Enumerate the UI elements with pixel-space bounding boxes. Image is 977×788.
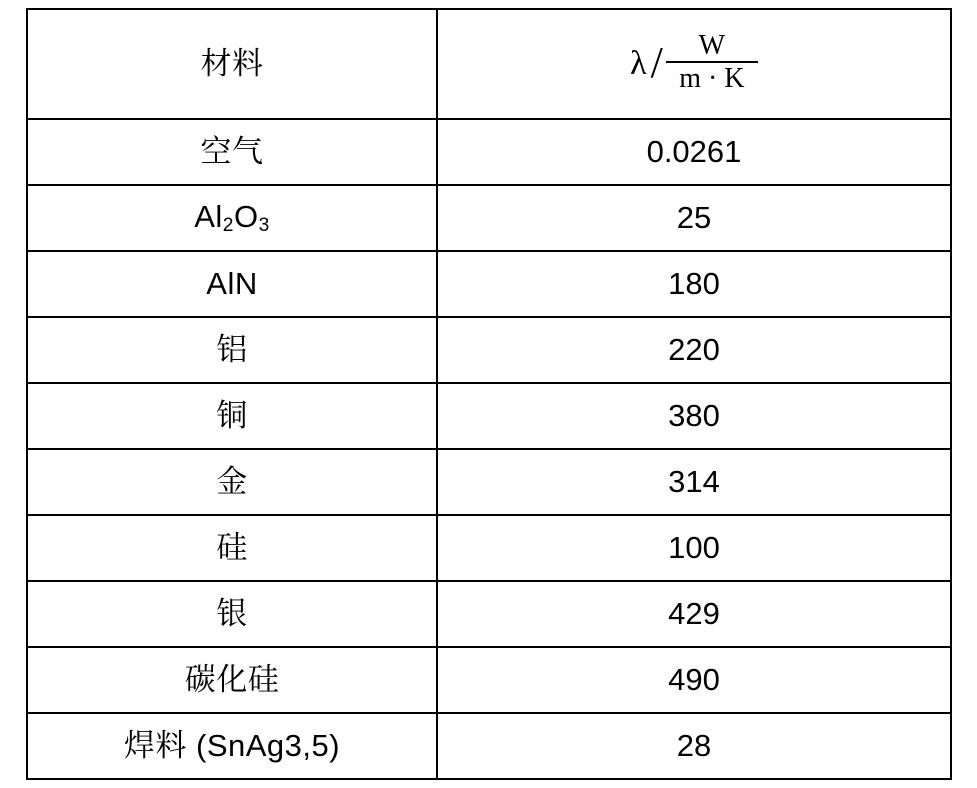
value-label: 180	[668, 266, 720, 302]
cell-value	[437, 581, 951, 647]
cell-material	[27, 581, 437, 647]
table-row	[27, 515, 951, 581]
value-label: 100	[668, 530, 720, 566]
cell-value	[437, 713, 951, 779]
material-label: AlN	[206, 266, 258, 302]
unit-denominator: m · K	[679, 63, 745, 94]
cell-value	[437, 383, 951, 449]
table-row	[27, 581, 951, 647]
lambda-symbol: λ	[630, 45, 647, 82]
cell-material	[27, 317, 437, 383]
value-label: 220	[668, 332, 720, 368]
table-row	[27, 251, 951, 317]
cell-value	[437, 317, 951, 383]
header-material-label: 材料	[200, 46, 264, 82]
divider-slash: /	[650, 38, 663, 87]
cell-value	[437, 449, 951, 515]
material-label: 碳化硅	[184, 662, 280, 698]
table-row	[27, 647, 951, 713]
value-label: 28	[676, 728, 712, 764]
table-row	[27, 317, 951, 383]
value-label: 314	[668, 464, 720, 500]
cell-material	[27, 647, 437, 713]
thermal-conductivity-table	[26, 8, 952, 780]
subscript-3: 3	[258, 215, 270, 237]
value-label: 380	[668, 398, 720, 434]
cell-material	[27, 383, 437, 449]
cell-material	[27, 119, 437, 185]
unit-fraction	[666, 31, 758, 94]
cell-value	[437, 119, 951, 185]
cell-value	[437, 185, 951, 251]
material-label: $Al_2O_3$	[194, 198, 270, 237]
material-label: 金	[216, 464, 248, 500]
header-cell-value	[437, 9, 951, 119]
table-row	[27, 185, 951, 251]
cell-value	[437, 251, 951, 317]
value-label: 429	[668, 596, 720, 632]
cell-material	[27, 713, 437, 779]
material-label: 硅	[216, 530, 248, 566]
lambda-formula	[630, 29, 758, 96]
material-label: 铜	[216, 398, 248, 434]
subscript-2: 2	[222, 215, 234, 237]
cell-value	[437, 515, 951, 581]
table-row	[27, 119, 951, 185]
table-header-row	[27, 9, 951, 119]
material-label: 焊料 (SnAg3,5)	[123, 728, 341, 764]
cell-material	[27, 185, 437, 251]
table-row	[27, 713, 951, 779]
value-label: 0.0261	[646, 134, 742, 170]
material-label: 银	[216, 596, 248, 632]
table-body	[27, 9, 951, 779]
header-cell-material	[27, 9, 437, 119]
cell-material	[27, 251, 437, 317]
cell-material	[27, 515, 437, 581]
cell-material	[27, 449, 437, 515]
material-label: 铝	[216, 332, 248, 368]
cell-value	[437, 647, 951, 713]
unit-numerator: W	[698, 29, 726, 61]
material-label: 空气	[200, 134, 264, 170]
table-row	[27, 383, 951, 449]
value-label: 25	[676, 200, 712, 236]
table-row	[27, 449, 951, 515]
value-label: 490	[668, 662, 720, 698]
